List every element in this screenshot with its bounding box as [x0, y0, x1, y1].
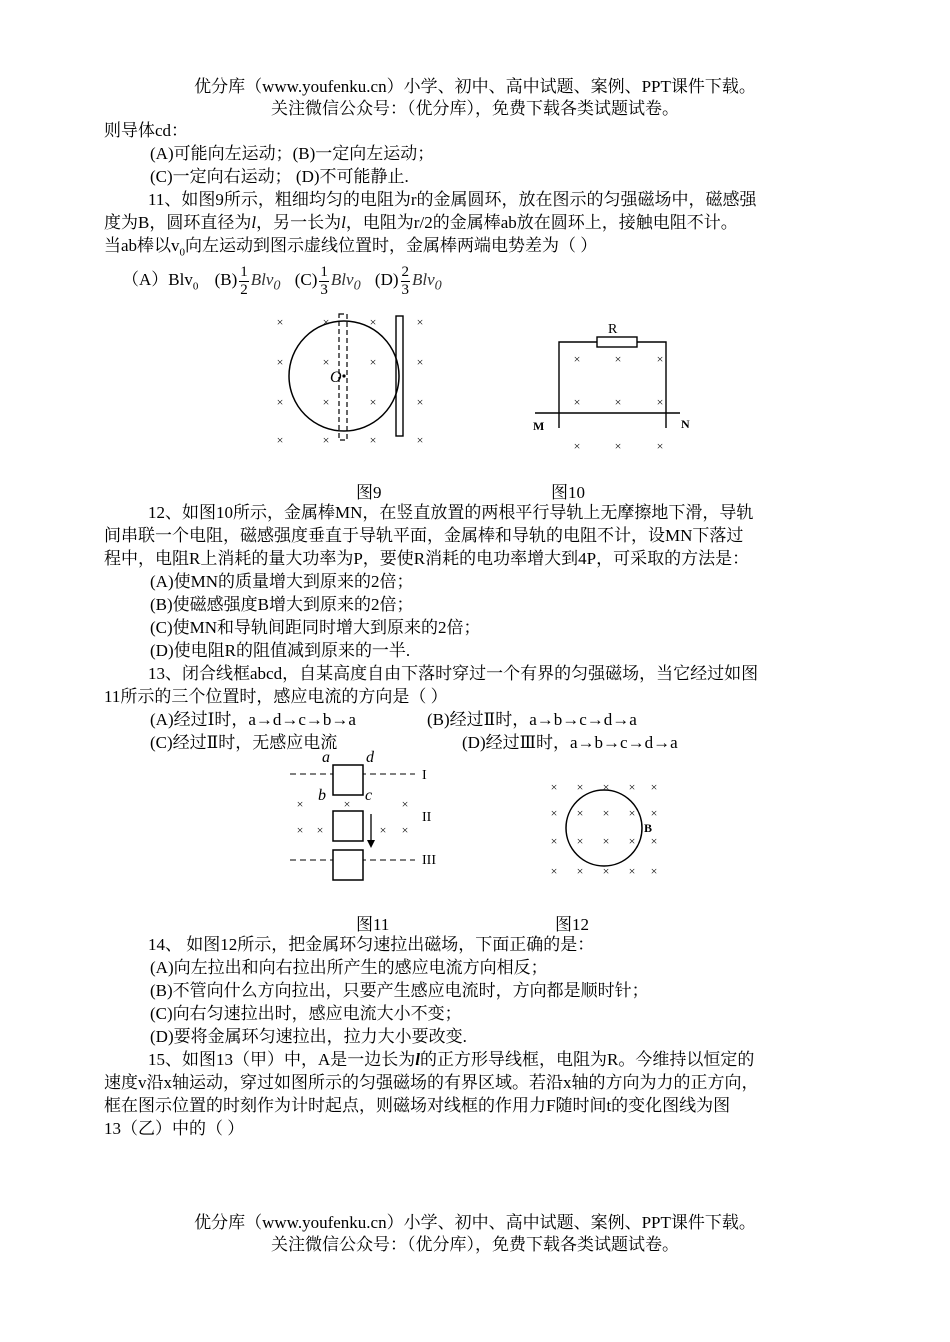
fig9-center-label: O: [330, 369, 342, 386]
fig12-cross: ×: [628, 806, 636, 820]
q11-line-1: 11、如图9所示，粗细均匀的电阻为r的金属圆环，放在图示的匀强磁场中，磁感强: [148, 190, 757, 209]
fig11-cross: ×: [379, 823, 387, 837]
fig12-cross: ×: [550, 864, 558, 878]
fig10-cross: ×: [656, 395, 664, 409]
q15-line-4: 13（乙）中的（ ）: [104, 1119, 245, 1138]
fig12-ring: [566, 790, 642, 866]
figure-9: [260, 310, 440, 450]
fig10-cross: ×: [656, 439, 664, 453]
fig11-frame-3: [333, 850, 363, 880]
fig11-label-b: b: [318, 787, 326, 804]
q10-options-1: (A)可能向左运动；(B)一定向左运动；: [150, 144, 435, 163]
fig10-cross: ×: [614, 439, 622, 453]
q12-line-2: 间串联一个电阻，磁感强度垂直于导轨平面，金属棒和导轨的电阻不计，设MN下落过: [104, 526, 744, 545]
fig10-cross: ×: [573, 352, 581, 366]
fig9-cross: ×: [322, 433, 330, 447]
q12-option-b: (B)使磁感强度B增大到原来的2倍；: [150, 595, 414, 614]
fig9-cross: ×: [416, 315, 424, 329]
q12-line-1: 12、如图10所示，金属棒MN，在竖直放置的两根平行导轨上无摩擦地下滑，导轨: [148, 503, 754, 522]
fig12-caption: 图12: [555, 915, 589, 934]
fig12-cross: ×: [550, 780, 558, 794]
q12-option-d: (D)使电阻R的阻值减到原来的一半.: [150, 641, 411, 660]
fig11-arrow-head: [367, 840, 375, 848]
fig10-r-label: R: [608, 322, 618, 337]
fig9-cross: ×: [369, 395, 377, 409]
fig12-cross: ×: [650, 864, 658, 878]
fig9-cross: ×: [369, 315, 377, 329]
fig11-label-iii: III: [422, 853, 436, 868]
fig11-label-d: d: [366, 749, 374, 766]
q13-option-b: (B)经过Ⅱ时，a→b→c→d→a: [427, 710, 637, 729]
fig9-cross: ×: [276, 433, 284, 447]
q12-line-3: 程中，电阻R上消耗的量大功率为P，要使R消耗的电功率增大到4P，可采取的方法是：: [104, 549, 750, 568]
fig12-cross: ×: [550, 806, 558, 820]
figure-10: [530, 320, 700, 460]
fig10-n-label: N: [681, 417, 690, 431]
figure-11: [285, 748, 455, 888]
fig12-cross: ×: [602, 864, 610, 878]
q14-option-c: (C)向右匀速拉出时，感应电流大小不变；: [150, 1004, 462, 1023]
fig11-cross: ×: [401, 797, 409, 811]
fig12-cross: ×: [628, 864, 636, 878]
q14-line-1: 14、 如图12所示，把金属环匀速拉出磁场，下面正确的是：: [148, 935, 595, 954]
q13-option-c: (C)经过Ⅱ时，无感应电流: [150, 733, 338, 752]
fig11-label-a: a: [322, 749, 330, 766]
fig12-cross: ×: [602, 780, 610, 794]
fig12-cross: ×: [650, 806, 658, 820]
fig10-resistor: [597, 337, 637, 347]
fig12-cross: ×: [576, 834, 584, 848]
q12-option-a: (A)使MN的质量增大到原来的2倍；: [150, 572, 414, 591]
q11-line-2: 度为B，圆环直径为l，另一长为l，电阻为r/2的金属棒ab放在圆环上，接触电阻不计。: [104, 213, 738, 232]
q12-option-c: (C)使MN和导轨间距同时增大到原来的2倍；: [150, 618, 481, 637]
fig9-cross: ×: [276, 355, 284, 369]
fig12-cross: ×: [550, 834, 558, 848]
footer-line-1: 优分库（www.youfenku.cn）小学、初中、高中试题、案例、PPT课件下载。: [194, 1213, 756, 1232]
q15-line-2: 速度v沿x轴运动，穿过如图所示的匀强磁场的有界区域。若沿x轴的方向为力的正方向，: [104, 1073, 759, 1092]
fig10-cross: ×: [573, 395, 581, 409]
q14-option-d: (D)要将金属环匀速拉出，拉力大小要改变.: [150, 1027, 467, 1046]
fig9-cross: ×: [276, 315, 284, 329]
fig9-cross: ×: [322, 315, 330, 329]
fig11-label-ii: II: [422, 810, 432, 825]
q15-line-1: 15、如图13（甲）中，A是一边长为l的正方形导线框，电阻为R。今维持以恒定的: [148, 1050, 755, 1069]
fig9-cross: ×: [322, 355, 330, 369]
q10-stem-end: 则导体cd：: [104, 121, 189, 140]
fig11-cross: ×: [401, 823, 409, 837]
q11-option-d: (D) $\frac{2}{3}$ Blv$_0$: [374, 263, 442, 298]
fig11-cross: ×: [343, 797, 351, 811]
q13-line-2: 11所示的三个位置时，感应电流的方向是（ ）: [104, 687, 448, 706]
fig9-caption: 图9: [356, 483, 382, 502]
fig12-cross: ×: [576, 806, 584, 820]
fig11-caption: 图11: [356, 915, 390, 934]
q13-line-1: 13、闭合线框abcd，自某高度自由下落时穿过一个有界的匀强磁场，当它经过如图: [148, 664, 759, 683]
fig10-m-label: M: [533, 419, 545, 433]
fig9-cross: ×: [322, 395, 330, 409]
fig12-cross: ×: [602, 834, 610, 848]
figure-12: [540, 775, 670, 885]
fig11-cross: ×: [316, 823, 324, 837]
header-line-2: 关注微信公众号：（优分库），免费下载各类试题试卷。: [271, 99, 679, 118]
footer-line-2: 关注微信公众号：（优分库），免费下载各类试题试卷。: [271, 1235, 679, 1254]
fig12-cross: ×: [576, 864, 584, 878]
fig12-cross: ×: [602, 806, 610, 820]
fig12-cross: ×: [628, 780, 636, 794]
q11-option-a: （A）Blv$_0$: [122, 270, 199, 293]
fig9-cross: ×: [276, 395, 284, 409]
fig12-cross: ×: [650, 780, 658, 794]
fig9-cross: ×: [416, 395, 424, 409]
q10-options-2: (C)一定向右运动； (D)不可能静止.: [150, 167, 409, 186]
fig11-frame-1: [333, 765, 363, 795]
fig10-cross: ×: [614, 352, 622, 366]
fig9-cross: ×: [416, 433, 424, 447]
fig11-label-i: I: [422, 768, 427, 783]
header-line-1: 优分库（www.youfenku.cn）小学、初中、高中试题、案例、PPT课件下载。: [194, 77, 756, 96]
q15-line-3: 框在图示位置的时刻作为计时起点，则磁场对线框的作用力F随时间t的变化图线为图: [104, 1096, 731, 1115]
q11-options: [122, 260, 442, 306]
q11-line-3: 当ab棒以$v_0$向左运动到图示虚线位置时，金属棒两端电势差为（ ）: [104, 236, 598, 259]
q11-option-b: (B) $\frac{1}{2}$ Blv$_0$: [214, 263, 281, 298]
q13-option-d: (D)经过Ⅲ时，a→b→c→d→a: [462, 733, 678, 752]
q11-option-c: (C) $\frac{1}{3}$ Blv$_0$: [294, 263, 361, 298]
fig10-cross: ×: [614, 395, 622, 409]
fig10-caption: 图10: [551, 483, 585, 502]
fig10-cross: ×: [656, 352, 664, 366]
q14-option-b: (B)不管向什么方向拉出，只要产生感应电流时，方向都是顺时针；: [150, 981, 649, 1000]
fig11-cross: ×: [296, 823, 304, 837]
fig11-label-c: c: [365, 787, 373, 804]
q13-option-a: (A)经过Ⅰ时，a→d→c→b→a: [150, 710, 356, 729]
fig9-cross: ×: [416, 355, 424, 369]
fig9-cross: ×: [369, 355, 377, 369]
fig9-center-dot: [342, 374, 345, 377]
fig11-cross: ×: [296, 797, 304, 811]
fig9-cross: ×: [369, 433, 377, 447]
fig12-label-b: B: [644, 821, 653, 835]
q14-option-a: (A)向左拉出和向右拉出所产生的感应电流方向相反；: [150, 958, 548, 977]
fig12-cross: ×: [650, 834, 658, 848]
fig12-cross: ×: [628, 834, 636, 848]
fig12-cross: ×: [576, 780, 584, 794]
fig11-frame-2: [333, 811, 363, 841]
fig10-cross: ×: [573, 439, 581, 453]
